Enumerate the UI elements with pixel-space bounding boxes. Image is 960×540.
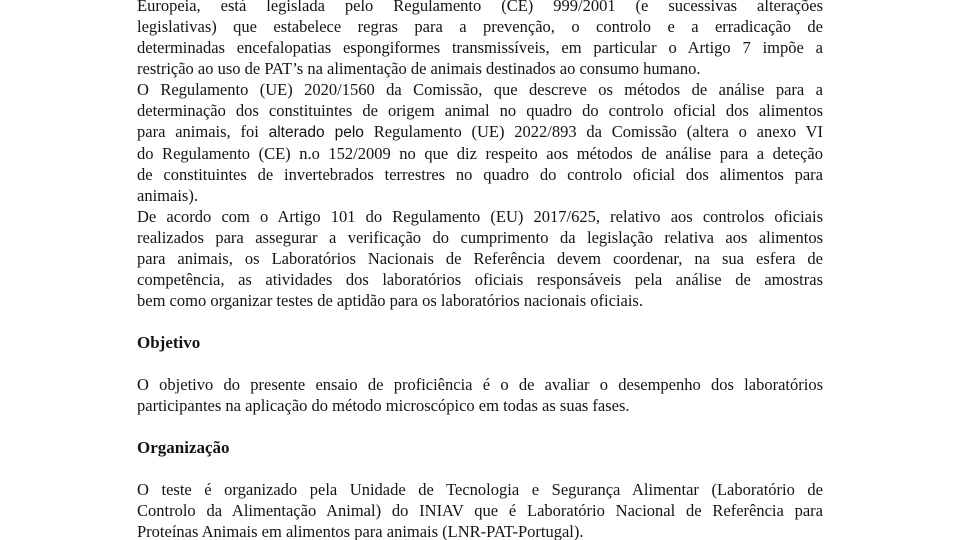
text-line: O objetivo do presente ensaio de proficiência é o de avaliar o desempenho dos laboratórios xyxy=(137,375,823,394)
text-line-mixed-font xyxy=(137,121,823,143)
text-line: bem como organizar testes de aptidão para os laboratórios nacionais oficiais. xyxy=(137,291,643,310)
text-line: restrição ao uso de PAT’s na alimentação de animais destinados ao consumo humano. xyxy=(137,59,701,78)
text-line: realizados para assegurar a verificação do cumprimento da legislação relativa aos alimentos xyxy=(137,228,823,247)
paragraph-article-101 xyxy=(137,206,823,311)
text-line: O teste é organizado pela Unidade de Tecnologia e Segurança Alimentar (Laboratório de xyxy=(137,480,823,499)
text-line: O Regulamento (UE) 2020/1560 da Comissão, que descreve os métodos de análise para a xyxy=(137,80,823,99)
text-line: para animais, os Laboratórios Nacionais de Referência devem coordenar, na sua esfera de xyxy=(137,249,823,268)
paragraph-organizacao-body xyxy=(137,479,823,540)
text-line: Controlo da Alimentação Animal) do INIAV que é Laboratório Nacional de Referência para xyxy=(137,501,823,520)
text-segment-sans-serif: alterado pelo xyxy=(268,124,364,141)
text-line: do Regulamento (CE) n.o 152/2009 no que diz respeito aos métodos de análise para a deteção xyxy=(137,144,823,163)
paragraph-legislation-intro xyxy=(137,0,823,79)
section-heading-objetivo: Objetivo xyxy=(137,333,201,352)
text-line: determinação dos constituintes de origem animal no quadro do controlo oficial dos alimentos xyxy=(137,101,823,120)
text-line: de constituintes de invertebrados terrestres no quadro do controlo oficial dos alimentos para xyxy=(137,165,823,184)
text-line: Proteínas Animais em alimentos para animais (LNR-PAT-Portugal). xyxy=(137,522,584,540)
paragraph-regulation-2020-1560 xyxy=(137,79,823,206)
text-line: competência, as atividades dos laboratórios oficiais responsáveis pela análise de amostras xyxy=(137,270,823,289)
text-line: participantes na aplicação do método microscópico em todas as suas fases. xyxy=(137,396,630,415)
text-line: determinadas encefalopatias espongiformes transmissíveis, em particular o Artigo 7 impõe a xyxy=(137,38,823,57)
section-heading-organizacao: Organização xyxy=(137,438,230,457)
document-text-block xyxy=(137,0,823,540)
paragraph-objetivo-body xyxy=(137,374,823,416)
text-line: animais). xyxy=(137,186,198,205)
text-line: legislativas) que estabelece regras para a prevenção, o controlo e a erradicação de xyxy=(137,17,823,36)
text-line: Europeia, está legislada pelo Regulamento (CE) 999/2001 (e sucessivas alterações xyxy=(137,0,823,15)
text-line: De acordo com o Artigo 101 do Regulamento (EU) 2017/625, relativo aos controlos oficiais xyxy=(137,207,823,226)
text-segment: para animais, foi xyxy=(137,122,269,141)
text-segment: Regulamento (UE) 2022/893 da Comissão (altera o anexo VI xyxy=(363,122,824,141)
